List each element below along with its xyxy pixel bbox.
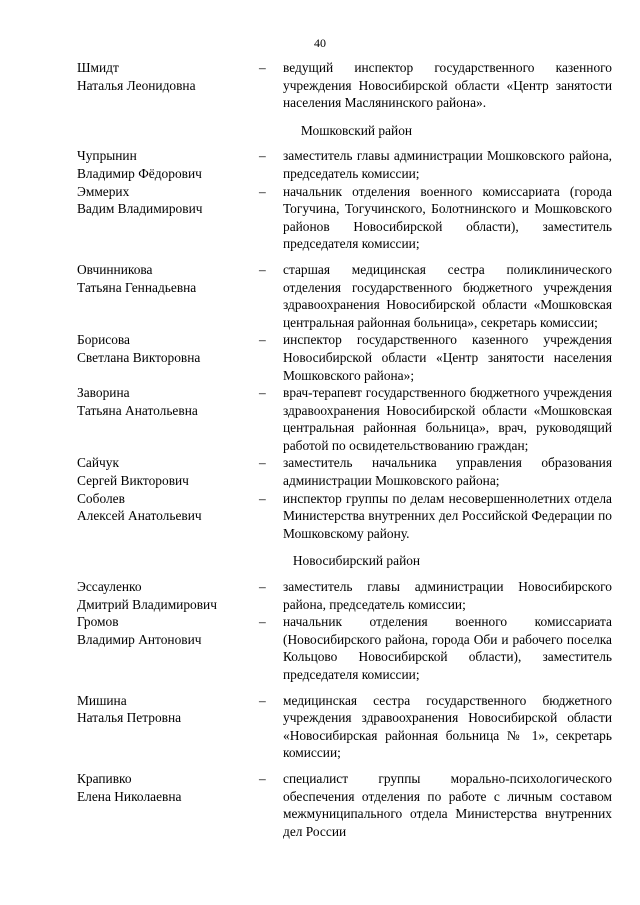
list-item bbox=[77, 384, 612, 454]
member-given-names: Алексей Анатольевич bbox=[77, 508, 202, 524]
member-role: старшая медицинская сестра поликлинического отделения государственного бюджетного учреждения здравоохранения Новосибирской области «Мошковская центральная районная больница», секретарь комиссии; bbox=[283, 261, 612, 330]
member-surname: Борисова bbox=[77, 332, 130, 348]
member-role: начальник отделения военного комиссариата (города Тогучина, Тогучинского, Болотнинского и Мошковского районов Новосибирской области), заместитель председателя комиссии; bbox=[283, 183, 612, 252]
member-role: начальник отделения военного комиссариата (Новосибирского района, города Оби и рабочего поселка Кольцово Новосибирской области), заместитель председателя комиссии; bbox=[283, 614, 612, 682]
member-name bbox=[77, 147, 259, 182]
member-surname: Шмидт bbox=[77, 60, 119, 75]
member-given-names: Владимир Фёдорович bbox=[77, 165, 202, 181]
member-role: ведущий инспектор государственного казенного учреждения Новосибирской области «Центр занятости населения Маслянинского района». bbox=[283, 60, 612, 111]
member-name bbox=[77, 770, 259, 840]
member-name bbox=[77, 331, 259, 384]
list-item bbox=[77, 770, 612, 840]
member-surname: Заворина bbox=[77, 385, 130, 401]
member-surname: Чупрынин bbox=[77, 148, 137, 164]
member-role: инспектор государственного казенного учреждения Новосибирской области «Центр занятости населения Мошковского района»; bbox=[283, 332, 612, 383]
list-item bbox=[77, 147, 612, 182]
member-name bbox=[77, 183, 259, 253]
member-name bbox=[77, 613, 259, 683]
list-item bbox=[77, 578, 612, 613]
list-item bbox=[77, 692, 612, 762]
member-surname: Эммерих bbox=[77, 183, 130, 199]
dash-separator: – bbox=[259, 770, 266, 786]
member-surname: Эссауленко bbox=[77, 579, 142, 595]
dash-separator: – bbox=[259, 60, 266, 75]
dash-separator: – bbox=[259, 332, 266, 348]
member-name bbox=[77, 454, 259, 489]
list-item bbox=[77, 331, 612, 384]
member-given-names: Дмитрий Владимирович bbox=[77, 596, 217, 612]
list-item bbox=[77, 490, 612, 543]
list-item bbox=[77, 59, 612, 112]
dash-separator: – bbox=[259, 148, 266, 164]
member-role: заместитель главы администрации Мошковского района, председатель комиссии; bbox=[283, 148, 612, 181]
member-given-names: Татьяна Геннадьевна bbox=[77, 279, 197, 295]
member-surname: Соболев bbox=[77, 490, 125, 506]
member-surname: Громов bbox=[77, 614, 119, 630]
member-given-names: Татьяна Анатольевна bbox=[77, 402, 198, 418]
member-given-names: Сергей Викторович bbox=[77, 473, 189, 489]
member-surname: Мишина bbox=[77, 692, 127, 708]
dash-separator: – bbox=[259, 490, 266, 506]
dash-separator: – bbox=[259, 614, 266, 630]
list-item bbox=[77, 183, 612, 253]
member-surname: Сайчук bbox=[77, 455, 119, 471]
list-item bbox=[77, 613, 612, 683]
dash-separator: – bbox=[259, 455, 266, 471]
dash-separator: – bbox=[259, 692, 266, 708]
member-given-names: Елена Николаевна bbox=[77, 788, 182, 804]
member-given-names: Владимир Антонович bbox=[77, 631, 202, 647]
member-surname: Овчинникова bbox=[77, 261, 153, 277]
dash-separator: – bbox=[259, 261, 266, 277]
dash-separator: – bbox=[259, 579, 266, 595]
district-heading: Мошковский район bbox=[300, 122, 413, 138]
member-role: инспектор группы по делам несовершеннолетних отдела Министерства внутренних дел Российской Федерации по Мошковскому району. bbox=[283, 490, 612, 541]
commission-list bbox=[77, 59, 612, 840]
member-given-names: Светлана Викторовна bbox=[77, 349, 201, 365]
member-surname: Крапивко bbox=[77, 770, 132, 786]
member-name bbox=[77, 692, 259, 762]
member-role: врач-терапевт государственного бюджетного учреждения здравоохранения Новосибирской области «Мошковская центральная районная больница», врач, руководящий работой по освидетельствованию граждан; bbox=[283, 385, 612, 453]
list-item bbox=[77, 454, 612, 489]
member-name bbox=[77, 59, 259, 112]
member-name bbox=[77, 384, 259, 454]
list-item bbox=[77, 261, 612, 331]
page-number: 40 bbox=[314, 36, 326, 50]
member-role: заместитель главы администрации Новосибирского района, председатель комиссии; bbox=[283, 579, 612, 612]
member-name bbox=[77, 261, 259, 331]
member-role: медицинская сестра государственного бюджетного учреждения здравоохранения Новосибирской области «Новосибирская районная больница № 1», секретарь комиссии; bbox=[283, 692, 612, 761]
district-heading: Новосибирский район bbox=[292, 553, 421, 569]
member-name bbox=[77, 578, 259, 613]
member-name bbox=[77, 490, 259, 543]
member-given-names: Наталья Петровна bbox=[77, 710, 182, 726]
dash-separator: – bbox=[259, 183, 266, 199]
member-given-names: Наталья Леонидовна bbox=[77, 77, 196, 93]
dash-separator: – bbox=[259, 385, 266, 401]
member-role: заместитель начальника управления образования администрации Мошковского района; bbox=[283, 455, 612, 489]
member-given-names: Вадим Владимирович bbox=[77, 201, 203, 217]
member-role: специалист группы морально-психологического обеспечения отделения по работе с личным составом межмуниципального отдела Министерства внутренних дел России bbox=[283, 770, 612, 839]
